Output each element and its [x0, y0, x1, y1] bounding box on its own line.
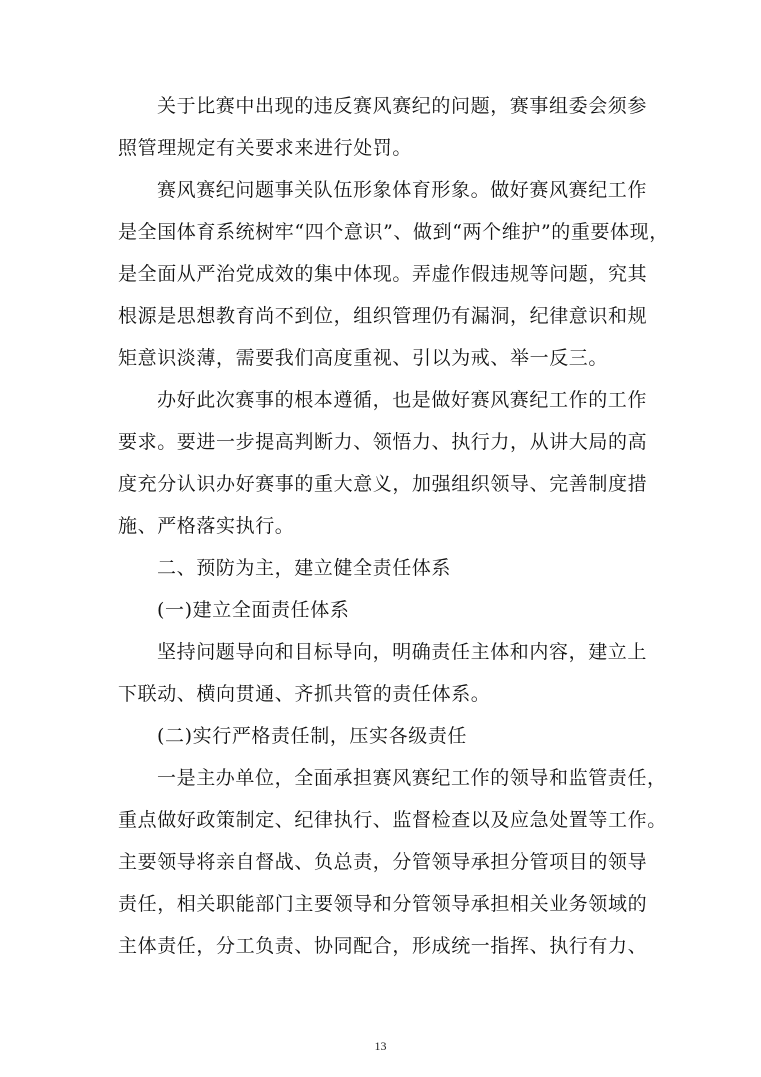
paragraph-1-line-1: 关于比赛中出现的违反赛风赛纪的问题，赛事组委会须参 — [157, 95, 648, 117]
paragraph-5-line-5: 主体责任，分工负责、协同配合，形成统一指挥、执行有力、 — [118, 935, 648, 957]
paragraph-4-line-2: 下联动、横向贯通、齐抓共管的责任体系。 — [118, 683, 491, 705]
paragraph-5-line-4: 责任，相关职能部门主要领导和分管领导承担相关业务领域的 — [118, 893, 648, 915]
paragraph-2-line-2: 是全国体育系统树牢“四个意识”、做到“两个维护”的重要体现， — [118, 221, 669, 243]
paragraph-5-line-1: 一是主办单位，全面承担赛风赛纪工作的领导和监管责任， — [157, 767, 667, 789]
paragraph-2-line-1: 赛风赛纪问题事关队伍形象体育形象。做好赛风赛纪工作 — [157, 179, 648, 201]
section-heading: 二、预防为主，建立健全责任体系 — [157, 557, 452, 579]
paragraph-3-line-2: 要求。要进一步提高判断力、领悟力、执行力，从讲大局的高 — [118, 431, 648, 453]
paragraph-2-line-4: 根源是思想教育尚不到位，组织管理仍有漏洞，纪律意识和规 — [118, 305, 648, 327]
subsection-heading-1: (一)建立全面责任体系 — [157, 599, 350, 621]
paragraph-5-line-2: 重点做好政策制定、纪律执行、监督检查以及应急处置等工作。 — [118, 809, 667, 831]
paragraph-1-line-2: 照管理规定有关要求来进行处罚。 — [118, 137, 413, 159]
paragraph-2-line-5: 矩意识淡薄，需要我们高度重视、引以为戒、举一反三。 — [118, 347, 609, 369]
subsection-heading-2: (二)实行严格责任制，压实各级责任 — [157, 725, 468, 747]
page-number: 13 — [374, 1039, 387, 1053]
paragraph-4-line-1: 坚持问题导向和目标导向，明确责任主体和内容，建立上 — [157, 641, 648, 663]
paragraph-3-line-4: 施、严格落实执行。 — [118, 515, 295, 537]
paragraph-3-line-1: 办好此次赛事的根本遵循，也是做好赛风赛纪工作的工作 — [157, 389, 648, 411]
paragraph-5-line-3: 主要领导将亲自督战、负总责，分管领导承担分管项目的领导 — [118, 851, 648, 873]
paragraph-3-line-3: 度充分认识办好赛事的重大意义，加强组织领导、完善制度措 — [118, 473, 648, 495]
paragraph-2-line-3: 是全面从严治党成效的集中体现。弄虚作假违规等问题，究其 — [118, 263, 648, 285]
